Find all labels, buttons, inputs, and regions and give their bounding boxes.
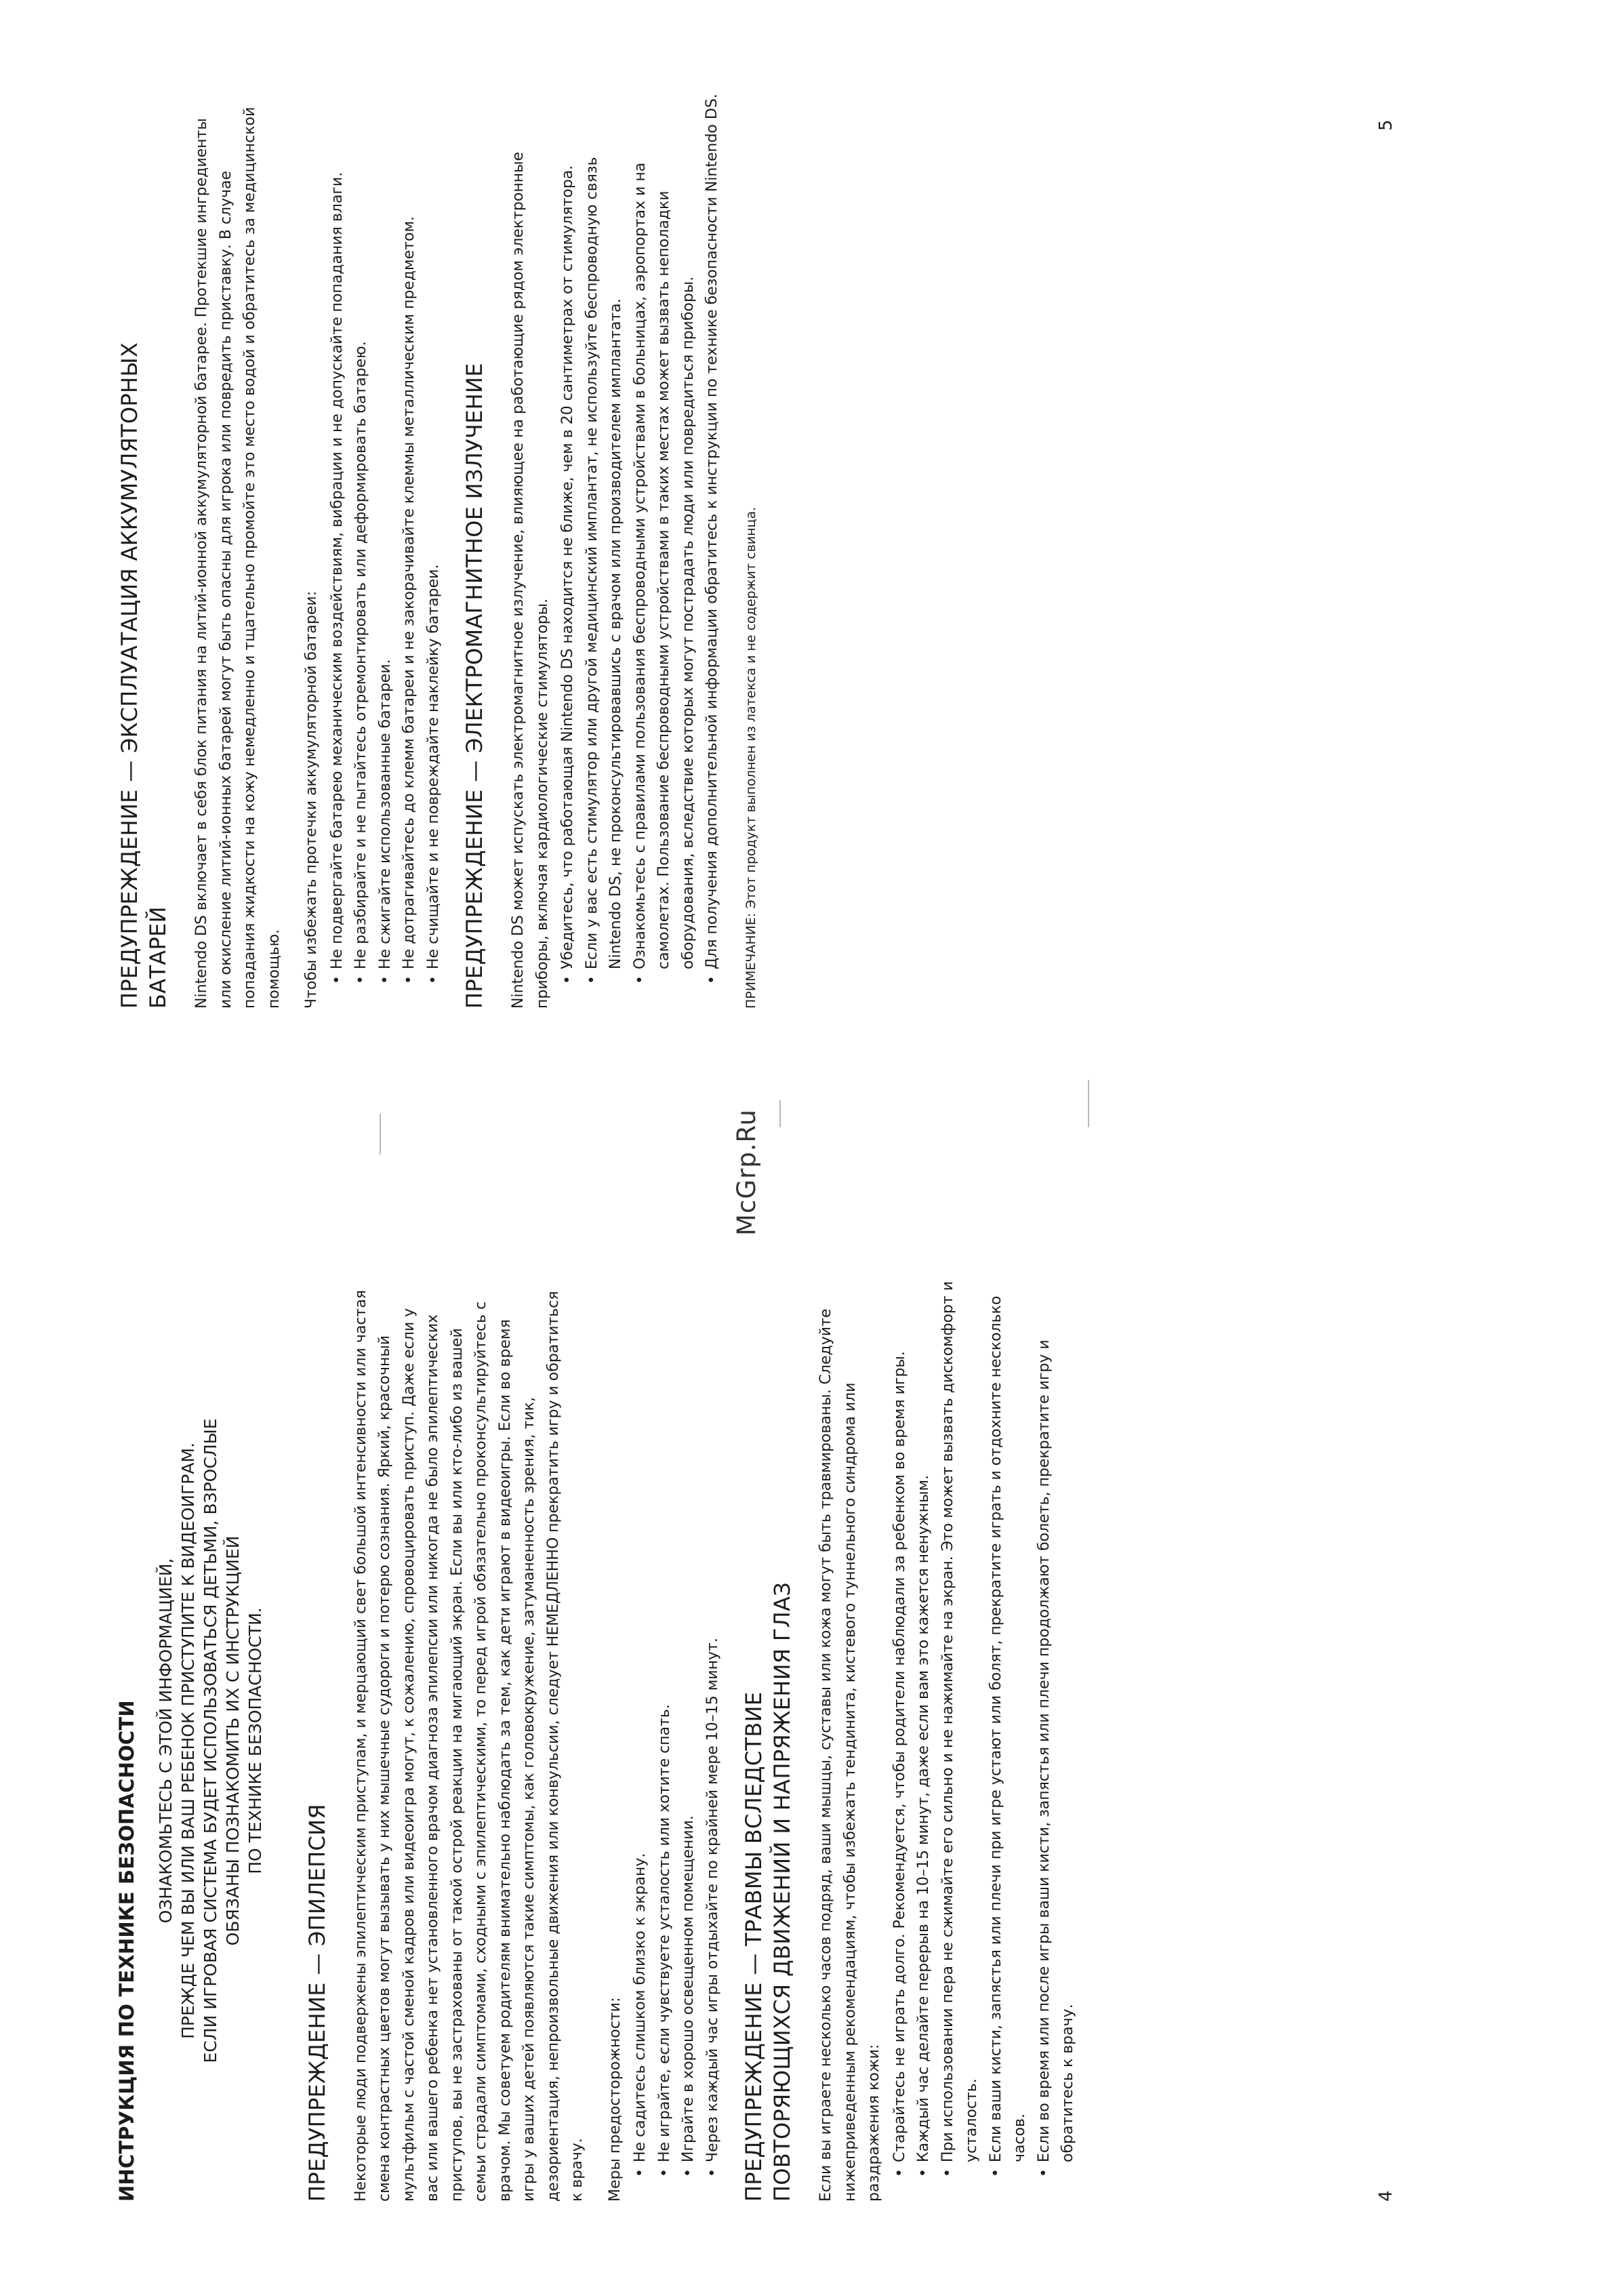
list-item: • Убедитесь, что работающая Nintendo DS находится не ближе, чем в 20 сантиметрах от стимулятора. (556, 87, 580, 984)
list-item: • Не играйте, если чувствуете усталость или хотите спать. (653, 1280, 677, 2177)
battery-heading-line2: БАТАРЕЙ (145, 906, 171, 1009)
list-item: • Играйте в хорошо освещенном помещении. (676, 1280, 701, 2177)
scan-speck (1088, 1080, 1089, 1127)
list-item: • Не разбирайте и не пытайтесь отремонтировать или деформировать батарею. (349, 87, 373, 984)
intro-line: ПРЕЖДЕ ЧЕМ ВЫ ИЛИ ВАШ РЕБЕНОК ПРИСТУПИТЕ К ВИДЕОИГРАМ. (178, 1442, 198, 2039)
battery-list (325, 87, 446, 1009)
scan-speck (779, 1100, 781, 1127)
scan-speck (380, 1114, 381, 1154)
list-item: • Если во время или после игры ваши кисти, запястья или плечи продолжают болеть, прекратите игру и обратитесь к врачу. (1032, 1280, 1080, 2177)
list-item: • Не сжигайте использованные батареи. (373, 87, 398, 984)
injury-heading-line1: ПРЕДУПРЕЖДЕНИЕ — ТРАВМЫ ВСЛЕДСТВИЕ (741, 1691, 767, 2202)
epilepsy-text: Некоторые люди подвержены эпилептическим приступам, и мерцающий свет большой интенсивности или частая смена контрастных цветов могут вызывать у них мышечные судороги и потерю сознания. Яркий, красочный мультфильм с частой сменой кадров или видеоигра могут, к сожалению, спровоцировать приступ. Даже если у вас или вашего ребенка нет установленного врачом диагноза эпилепсии или никогда не было эпилептических приступов, вы не застрахованы от такой острой реакции на мигающий экран. Если вы или кто-либо из вашей семьи страдали симптомами, сходными с эпилептическими, то перед игрой обязательно проконсультируйтесь с врачом. Мы советуем родителям внимательно наблюдать за тем, как дети играют в видеоигры. Если во время игры у ваших детей появляются такие симптомы, как головокружение, затуманенность зрения, тик, дезориентация, непроизвольные движения или конвульсии, следует НЕМЕДЛЕННО прекратить игру и обратиться к врачу. (352, 1290, 586, 2202)
battery-text: Nintendo DS включает в себя блок питания на литий-ионной аккумуляторной батарее. Протекшие ингредиенты или окисление литий-ионных батарей могут быть опасны для игрока или повредить приставку. В случае попадания жидкости на кожу немедленно и тщательно промойте это место водой и обратитесь за медицинской помощью. (193, 106, 283, 1009)
injury-text: Если вы играете несколько часов подряд, ваши мышцы, суставы или кожа могут быть травмированы. Следуйте нижеприведенным рекомендациям, чтобы избежать тендинита, кистевого туннельного синдрома или раздражения кожи: (817, 1308, 882, 2202)
battery-lead: Чтобы избежать протечки аккумуляторной батареи: (303, 590, 320, 1009)
battery-heading-line1: ПРЕДУПРЕЖДЕНИЕ — ЭКСПЛУАТАЦИЯ АККУМУЛЯТОРНЫХ (117, 342, 142, 1009)
list-item: • Не счищайте и не повреждайте наклейку батареи. (422, 87, 446, 984)
intro-line: ОЗНАКОМЬТЕСЬ С ЭТОЙ ИНФОРМАЦИЕЙ, (155, 1558, 176, 1924)
right-page (115, 87, 777, 1009)
watermark: McGrp.Ru (732, 1109, 761, 1236)
list-item: • Не садитесь слишком близко к экрану. (628, 1280, 653, 2177)
injury-heading-line2: ПОВТОРЯЮЩИХСЯ ДВИЖЕНИЙ И НАПРЯЖЕНИЯ ГЛАЗ (769, 1581, 795, 2202)
battery-heading (115, 87, 172, 1009)
list-item: • Через каждый час игры отдыхайте по крайней мере 10–15 минут. (701, 1280, 725, 2177)
list-item: • Не подвергайте батарею механическим воздействиям, вибрации и не допускайте попадания влаги. (325, 87, 350, 984)
intro-block (155, 1280, 266, 2202)
intro-line: ЕСЛИ ИГРОВАЯ СИСТЕМА БУДЕТ ИСПОЛЬЗОВАТЬСЯ ДЕТЬМИ, ВЗРОСЛЫЕ (200, 1418, 220, 2063)
page-number-left: 4 (1376, 2190, 1396, 2202)
intro-line: ПО ТЕХНИКЕ БЕЗОПАСНОСТИ. (245, 1607, 265, 1874)
list-item: • Каждый час делайте перерыв на 10–15 минут, даже если вам это кажется ненужным. (912, 1280, 936, 2177)
list-item: • Не дотрагивайтесь до клемм батареи и не закорачивайте клеммы металлическим предметом. (397, 87, 422, 984)
precautions-list (628, 1280, 725, 2202)
page-number-right: 5 (1376, 119, 1396, 131)
list-item: • Старайтесь не играть долго. Рекомендуется, чтобы родители наблюдали за ребенком во время игры. (888, 1280, 912, 2177)
left-page (115, 1280, 1095, 2202)
injury-list (888, 1280, 1080, 2202)
emr-heading: ПРЕДУПРЕЖДЕНИЕ — ЭЛЕКТРОМАГНИТНОЕ ИЗЛУЧЕНИЕ (462, 363, 487, 1009)
injury-heading (739, 1280, 796, 2202)
list-item: • Если у вас есть стимулятор или другой медицинский имплантат, не используйте беспроводную связь Nintendo DS, не проконсультировавшись с врачом или производителем имплантата. (580, 87, 628, 984)
precautions-label: Меры предосторожности: (606, 1997, 624, 2202)
emr-text: Nintendo DS может испускать электромагнитное излучение, влияющее на работающие рядом электронные приборы, включая кардиологические стимуляторы. (510, 151, 551, 1009)
latex-note: ПРИМЕЧАНИЕ: Этот продукт выполнен из латекса и не содержит свинца. (743, 506, 758, 1009)
epilepsy-heading: ПРЕДУПРЕЖДЕНИЕ — ЭПИЛЕПСИЯ (304, 1804, 330, 2202)
list-item: • Если ваши кисти, запястья или плечи при игре устают или болят, прекратите играть и отдохните несколько часов. (984, 1280, 1032, 2177)
safety-title: ИНСТРУКЦИЯ ПО ТЕХНИКЕ БЕЗОПАСНОСТИ (115, 1700, 138, 2202)
intro-line: ОБЯЗАНЫ ПОЗНАКОМИТЬ ИХ С ИНСТРУКЦИЕЙ (222, 1535, 243, 1946)
list-item: • Для получения дополнительной информации обратитесь к инструкции по технике безопасности Nintendo DS. (700, 87, 725, 984)
list-item: • При использовании пера не сжимайте его сильно и не нажимайте на экран. Это может вызвать дискомфорт и усталость. (936, 1280, 984, 2177)
list-item: • Ознакомьтесь с правилами пользования беспроводными устройствами в больницах, аэропортах и на самолетах. Пользование беспроводными устройствами в таких местах может вызвать неполадки оборудования, вследствие которых могут пострадать люди или повредиться приборы. (628, 87, 701, 984)
emr-list (556, 87, 725, 1009)
